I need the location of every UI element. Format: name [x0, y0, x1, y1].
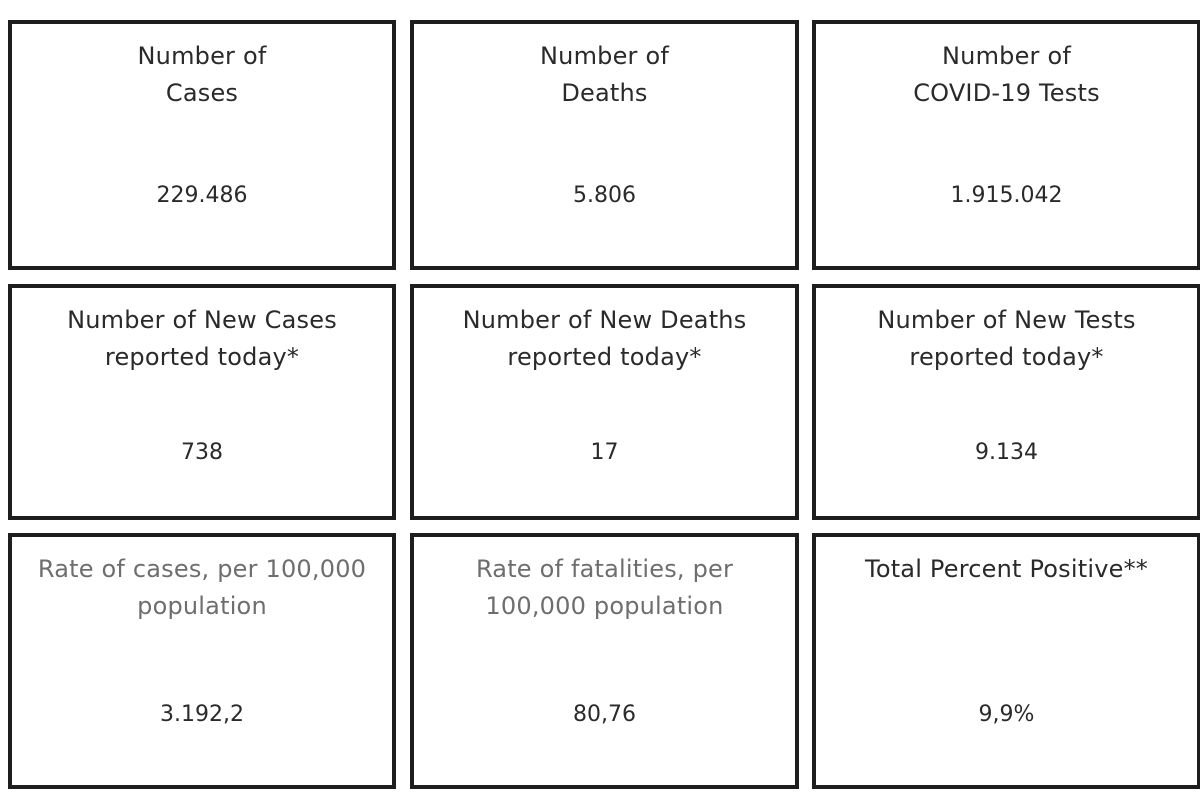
case-rate-value: 3.192,2 — [160, 702, 244, 727]
card-title: Rate of cases, per 100,000 population — [37, 555, 367, 620]
card-title: Number of New Tests reported today* — [877, 306, 1136, 371]
new-cases-value: 738 — [181, 440, 223, 465]
total-cases-card — [8, 20, 396, 270]
new-tests-value: 9.134 — [975, 440, 1038, 465]
new-deaths-value: 17 — [590, 440, 619, 465]
new-cases-card — [8, 284, 396, 520]
total-tests-value: 1.915.042 — [950, 183, 1063, 208]
new-tests-card — [812, 284, 1200, 520]
card-title: Total Percent Positive** — [865, 555, 1148, 583]
card-title: Number of COVID-19 Tests — [913, 42, 1100, 107]
fatality-rate-value: 80,76 — [573, 702, 636, 727]
percent-positive-value: 9,9% — [978, 702, 1035, 727]
case-rate-card — [8, 533, 396, 789]
fatality-rate-card — [410, 533, 799, 789]
percent-positive-card — [812, 533, 1200, 789]
card-title: Number of Cases — [137, 42, 267, 107]
total-deaths-card — [410, 20, 799, 270]
card-title: Number of New Cases reported today* — [67, 306, 337, 371]
total-tests-card — [812, 20, 1200, 270]
card-title: Number of New Deaths reported today* — [462, 306, 747, 371]
total-deaths-value: 5.806 — [573, 183, 636, 208]
card-title: Number of Deaths — [540, 42, 669, 107]
total-cases-value: 229.486 — [156, 183, 248, 208]
card-title: Rate of fatalities, per 100,000 population — [475, 555, 734, 620]
new-deaths-card — [410, 284, 799, 520]
